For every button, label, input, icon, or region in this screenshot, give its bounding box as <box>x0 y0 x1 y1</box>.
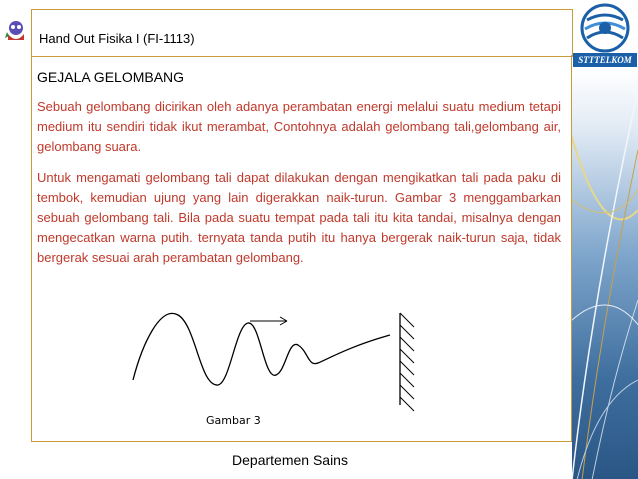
paragraph-1: Sebuah gelombang dicirikan oleh adanya perambatan energi melalui suatu medium tetapi medium itu sendiri tidak ikut merambat, Contohnya adalah gelombang tali,gelombang air, gelombang suara. <box>37 99 561 154</box>
bottom-border-line <box>31 441 572 442</box>
footer-text: Departemen Sains <box>232 452 348 468</box>
figure-caption: Gambar 3 <box>206 414 261 427</box>
rope-wave-figure <box>120 305 440 420</box>
header-bar <box>31 9 573 57</box>
sttelkom-logo-icon <box>575 2 635 54</box>
logo-panel <box>572 0 638 479</box>
decorative-clipart-icon <box>3 18 29 44</box>
decorative-background-graphic <box>572 0 638 479</box>
left-border-line <box>31 55 32 441</box>
header-title: Hand Out Fisika I (FI-1113) <box>39 31 195 46</box>
paragraph-2: Untuk mengamati gelombang tali dapat dilakukan dengan mengikatkan tali pada paku di tembok, kemudian ujung yang lain digerakkan naik-turun. Gambar 3 menggambarkan sebuah gelombang tali. Bila pada suatu tempat pada tali itu kita tandai, misalnya dengan mengecatkan warna putih. ternyata tanda putih itu hanya bergerak naik-turun saja, tidak bergerak sesuai arah perambatan gelombang. <box>37 170 561 265</box>
logo-label: STTTELKOM <box>573 53 637 67</box>
section-heading: GEJALA GELOMBANG <box>37 69 185 85</box>
wall-hatching <box>400 313 414 411</box>
wave-curve <box>133 313 390 385</box>
